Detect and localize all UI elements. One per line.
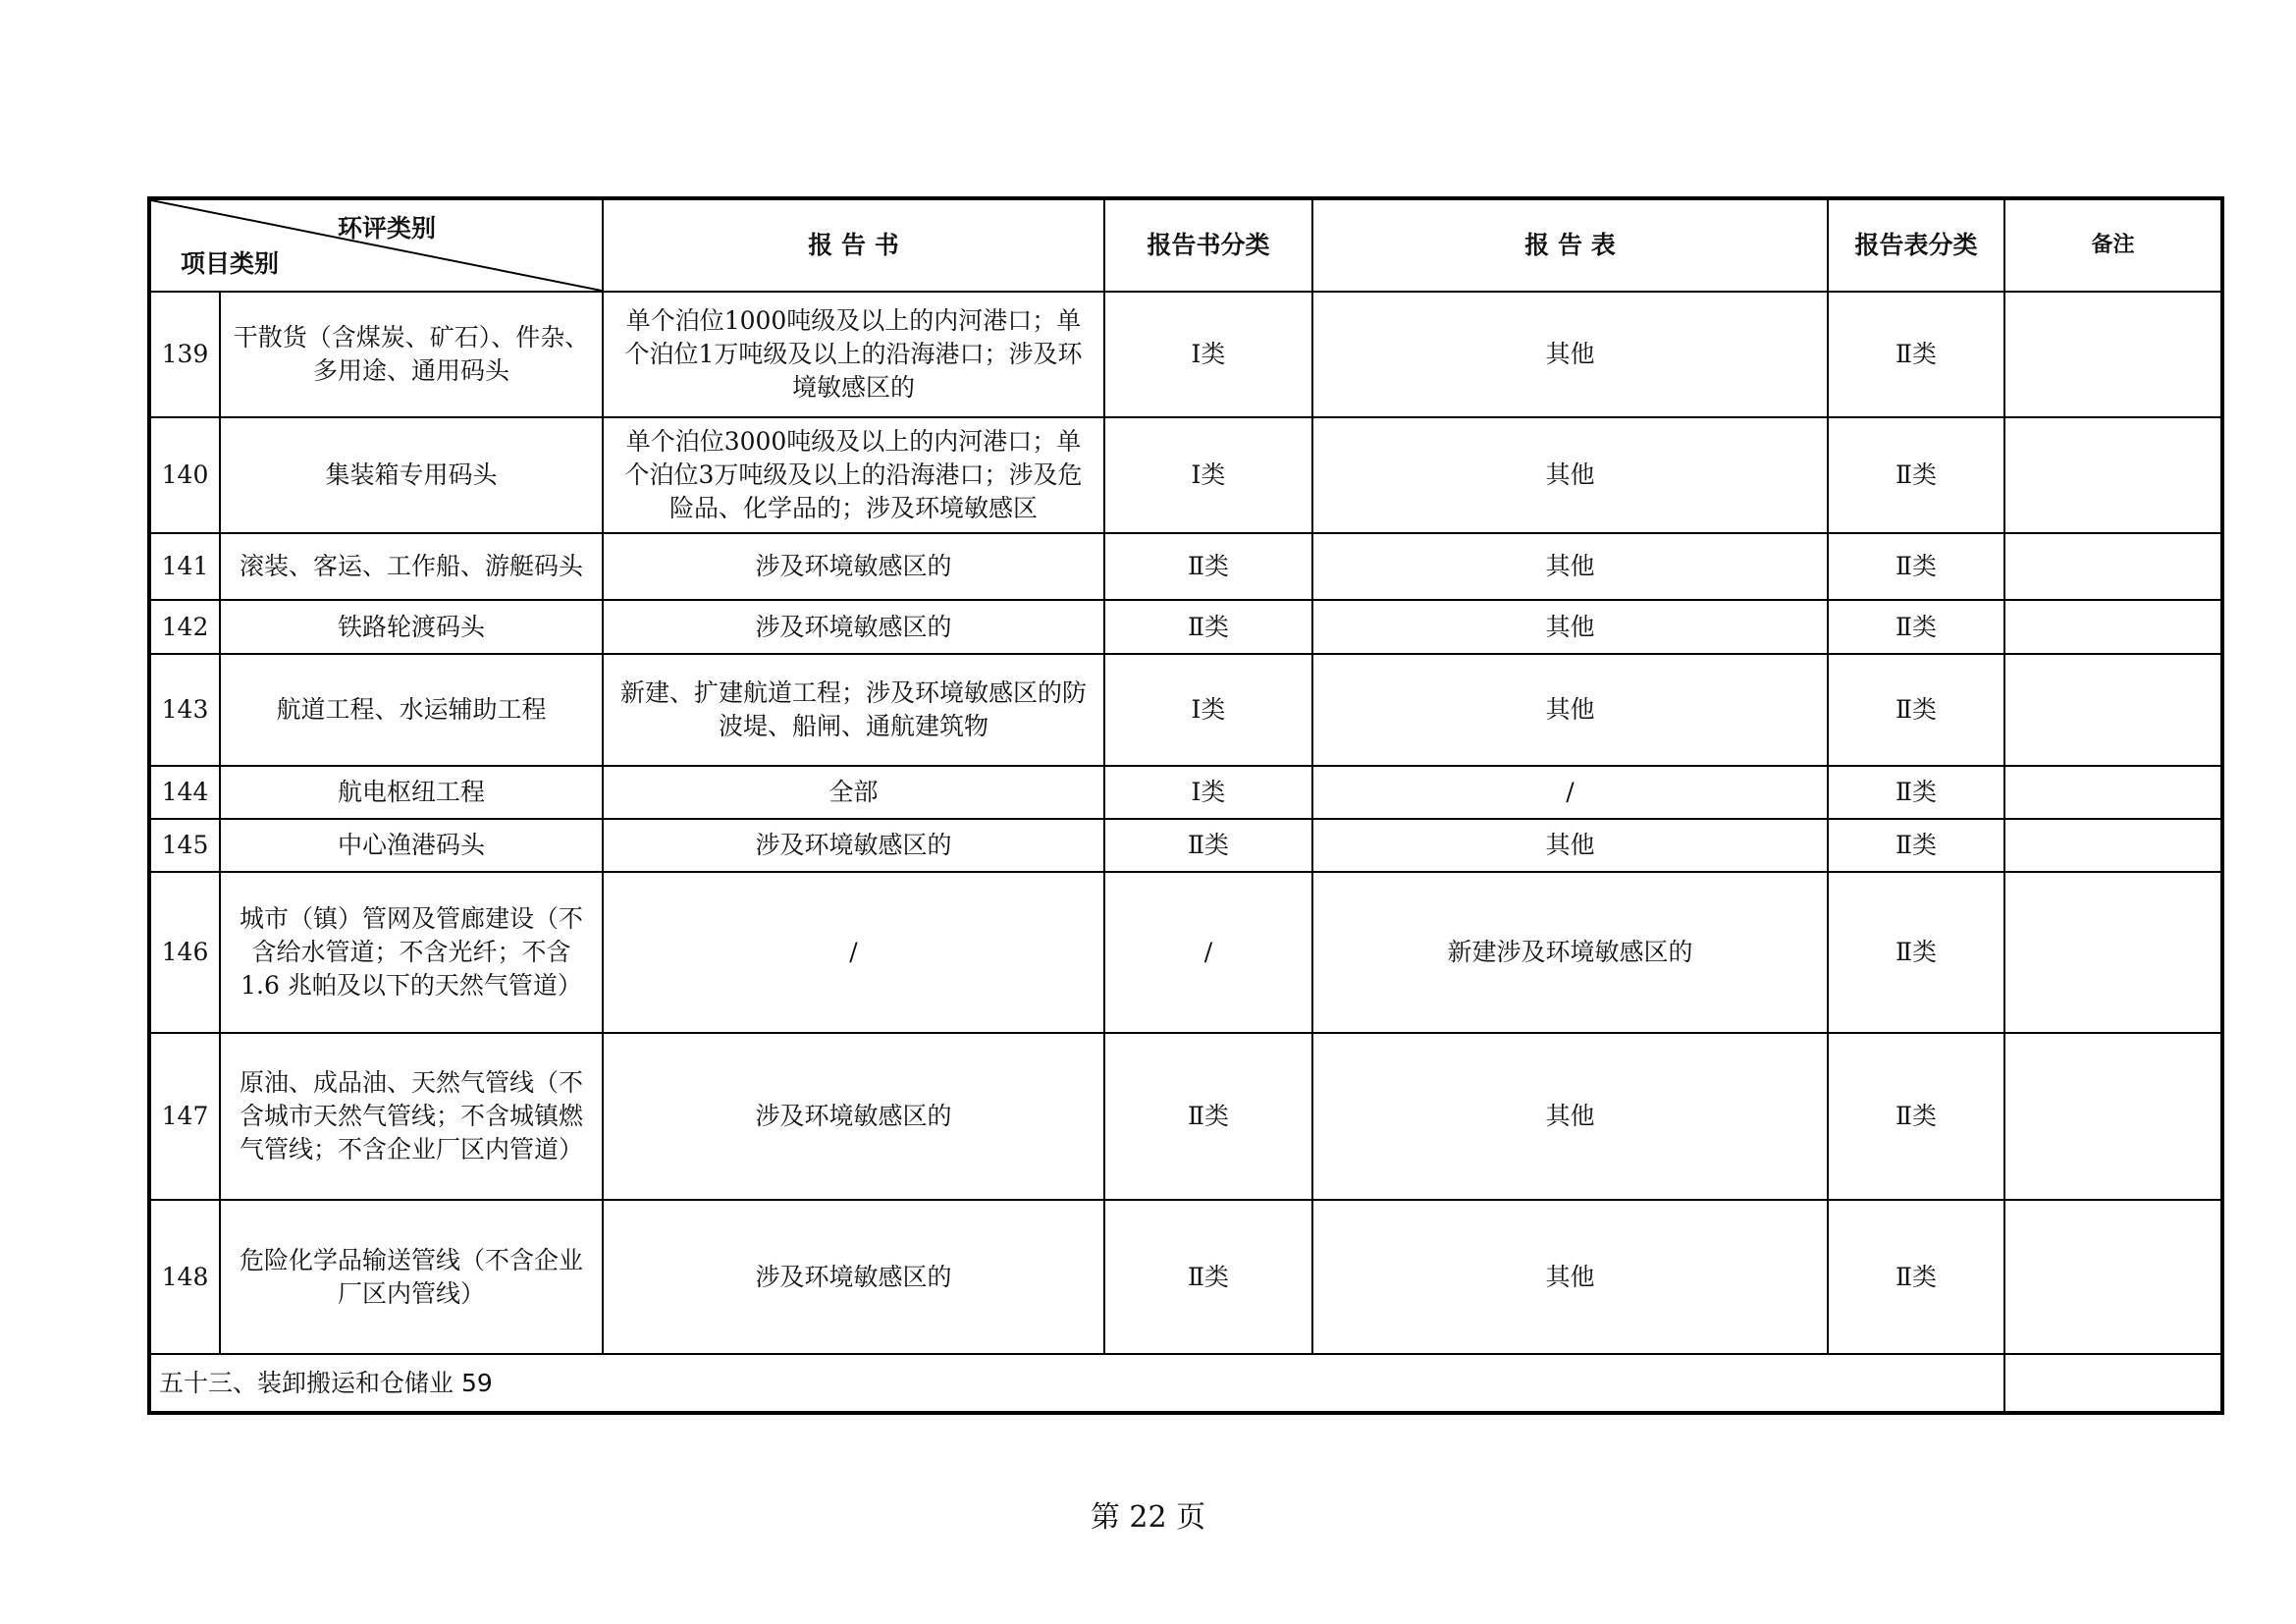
remark xyxy=(2004,533,2222,600)
row-number: 148 xyxy=(149,1200,220,1354)
project-category: 集装箱专用码头 xyxy=(220,417,603,533)
row-number: 147 xyxy=(149,1033,220,1200)
table-requirement: 其他 xyxy=(1312,417,1828,533)
table-row xyxy=(149,819,2222,872)
report-class: Ⅱ类 xyxy=(1104,533,1312,600)
report-class: Ⅰ类 xyxy=(1104,654,1312,766)
header-remark: 备注 xyxy=(2004,198,2222,292)
report-requirement: / xyxy=(603,872,1104,1033)
project-category: 航道工程、水运辅助工程 xyxy=(220,654,603,766)
row-number: 141 xyxy=(149,533,220,600)
table-row xyxy=(149,600,2222,654)
report-class: Ⅱ类 xyxy=(1104,819,1312,872)
table-requirement: 其他 xyxy=(1312,600,1828,654)
row-number: 142 xyxy=(149,600,220,654)
row-number: 139 xyxy=(149,292,220,417)
table-row xyxy=(149,1033,2222,1200)
project-category: 中心渔港码头 xyxy=(220,819,603,872)
table-row xyxy=(149,533,2222,600)
row-number: 140 xyxy=(149,417,220,533)
table-class: Ⅱ类 xyxy=(1828,533,2004,600)
section-remark xyxy=(2004,1354,2222,1413)
table-row xyxy=(149,417,2222,533)
table-requirement: 其他 xyxy=(1312,819,1828,872)
report-requirement: 涉及环境敏感区的 xyxy=(603,1033,1104,1200)
table-row xyxy=(149,766,2222,819)
section-row xyxy=(149,1354,2222,1413)
header-table: 报 告 表 xyxy=(1312,198,1828,292)
remark xyxy=(2004,600,2222,654)
table-requirement: 其他 xyxy=(1312,1033,1828,1200)
report-class: Ⅱ类 xyxy=(1104,1200,1312,1354)
report-class: Ⅱ类 xyxy=(1104,600,1312,654)
row-number: 144 xyxy=(149,766,220,819)
classification-table xyxy=(147,196,2224,1415)
table-class: Ⅱ类 xyxy=(1828,1033,2004,1200)
report-requirement: 涉及环境敏感区的 xyxy=(603,1200,1104,1354)
table-requirement: 其他 xyxy=(1312,292,1828,417)
remark xyxy=(2004,292,2222,417)
project-category: 危险化学品输送管线（不含企业厂区内管线） xyxy=(220,1200,603,1354)
header-report: 报 告 书 xyxy=(603,198,1104,292)
project-category: 原油、成品油、天然气管线（不含城市天然气管线；不含城镇燃气管线；不含企业厂区内管道） xyxy=(220,1033,603,1200)
table-class: Ⅱ类 xyxy=(1828,600,2004,654)
report-requirement: 新建、扩建航道工程；涉及环境敏感区的防波堤、船闸、通航建筑物 xyxy=(603,654,1104,766)
project-category: 干散货（含煤炭、矿石）、件杂、多用途、通用码头 xyxy=(220,292,603,417)
table-class: Ⅱ类 xyxy=(1828,1200,2004,1354)
report-requirement: 单个泊位1000吨级及以上的内河港口；单个泊位1万吨级及以上的沿海港口；涉及环境敏感区的 xyxy=(603,292,1104,417)
report-class: Ⅱ类 xyxy=(1104,1033,1312,1200)
remark xyxy=(2004,417,2222,533)
remark xyxy=(2004,654,2222,766)
table-class: Ⅱ类 xyxy=(1828,292,2004,417)
project-category: 滚装、客运、工作船、游艇码头 xyxy=(220,533,603,600)
row-number: 145 xyxy=(149,819,220,872)
table-class: Ⅱ类 xyxy=(1828,872,2004,1033)
diagonal-header-top-label: 环评类别 xyxy=(338,214,437,243)
header-table-class: 报告表分类 xyxy=(1828,198,2004,292)
remark xyxy=(2004,872,2222,1033)
header-row xyxy=(149,198,2222,292)
report-class: / xyxy=(1104,872,1312,1033)
section-heading: 五十三、装卸搬运和仓储业 59 xyxy=(149,1354,2004,1413)
report-requirement: 涉及环境敏感区的 xyxy=(603,600,1104,654)
table-requirement: 其他 xyxy=(1312,1200,1828,1354)
table-row xyxy=(149,872,2222,1033)
report-requirement: 涉及环境敏感区的 xyxy=(603,819,1104,872)
row-number: 143 xyxy=(149,654,220,766)
diagonal-header-cell xyxy=(149,198,603,292)
table-class: Ⅱ类 xyxy=(1828,819,2004,872)
table-class: Ⅱ类 xyxy=(1828,654,2004,766)
project-category: 航电枢纽工程 xyxy=(220,766,603,819)
remark xyxy=(2004,819,2222,872)
table-requirement: 其他 xyxy=(1312,533,1828,600)
remark xyxy=(2004,766,2222,819)
table-requirement: 新建涉及环境敏感区的 xyxy=(1312,872,1828,1033)
table-row xyxy=(149,1200,2222,1354)
remark xyxy=(2004,1033,2222,1200)
diagonal-header-bottom-label: 项目类别 xyxy=(181,249,280,278)
report-requirement: 单个泊位3000吨级及以上的内河港口；单个泊位3万吨级及以上的沿海港口；涉及危险品、化学品的；涉及环境敏感区 xyxy=(603,417,1104,533)
table-row xyxy=(149,292,2222,417)
classification-table-container xyxy=(147,196,2220,1415)
report-class: Ⅰ类 xyxy=(1104,766,1312,819)
table-requirement: 其他 xyxy=(1312,654,1828,766)
project-category: 城市（镇）管网及管廊建设（不含给水管道；不含光纤；不含1.6 兆帕及以下的天然气管道） xyxy=(220,872,603,1033)
report-requirement: 涉及环境敏感区的 xyxy=(603,533,1104,600)
table-class: Ⅱ类 xyxy=(1828,417,2004,533)
table-row xyxy=(149,654,2222,766)
project-category: 铁路轮渡码头 xyxy=(220,600,603,654)
row-number: 146 xyxy=(149,872,220,1033)
page-number: 第 22 页 xyxy=(1090,1500,1206,1535)
report-class: Ⅰ类 xyxy=(1104,417,1312,533)
table-class: Ⅱ类 xyxy=(1828,766,2004,819)
report-class: Ⅰ类 xyxy=(1104,292,1312,417)
report-requirement: 全部 xyxy=(603,766,1104,819)
header-report-class: 报告书分类 xyxy=(1104,198,1312,292)
remark xyxy=(2004,1200,2222,1354)
table-requirement: / xyxy=(1312,766,1828,819)
